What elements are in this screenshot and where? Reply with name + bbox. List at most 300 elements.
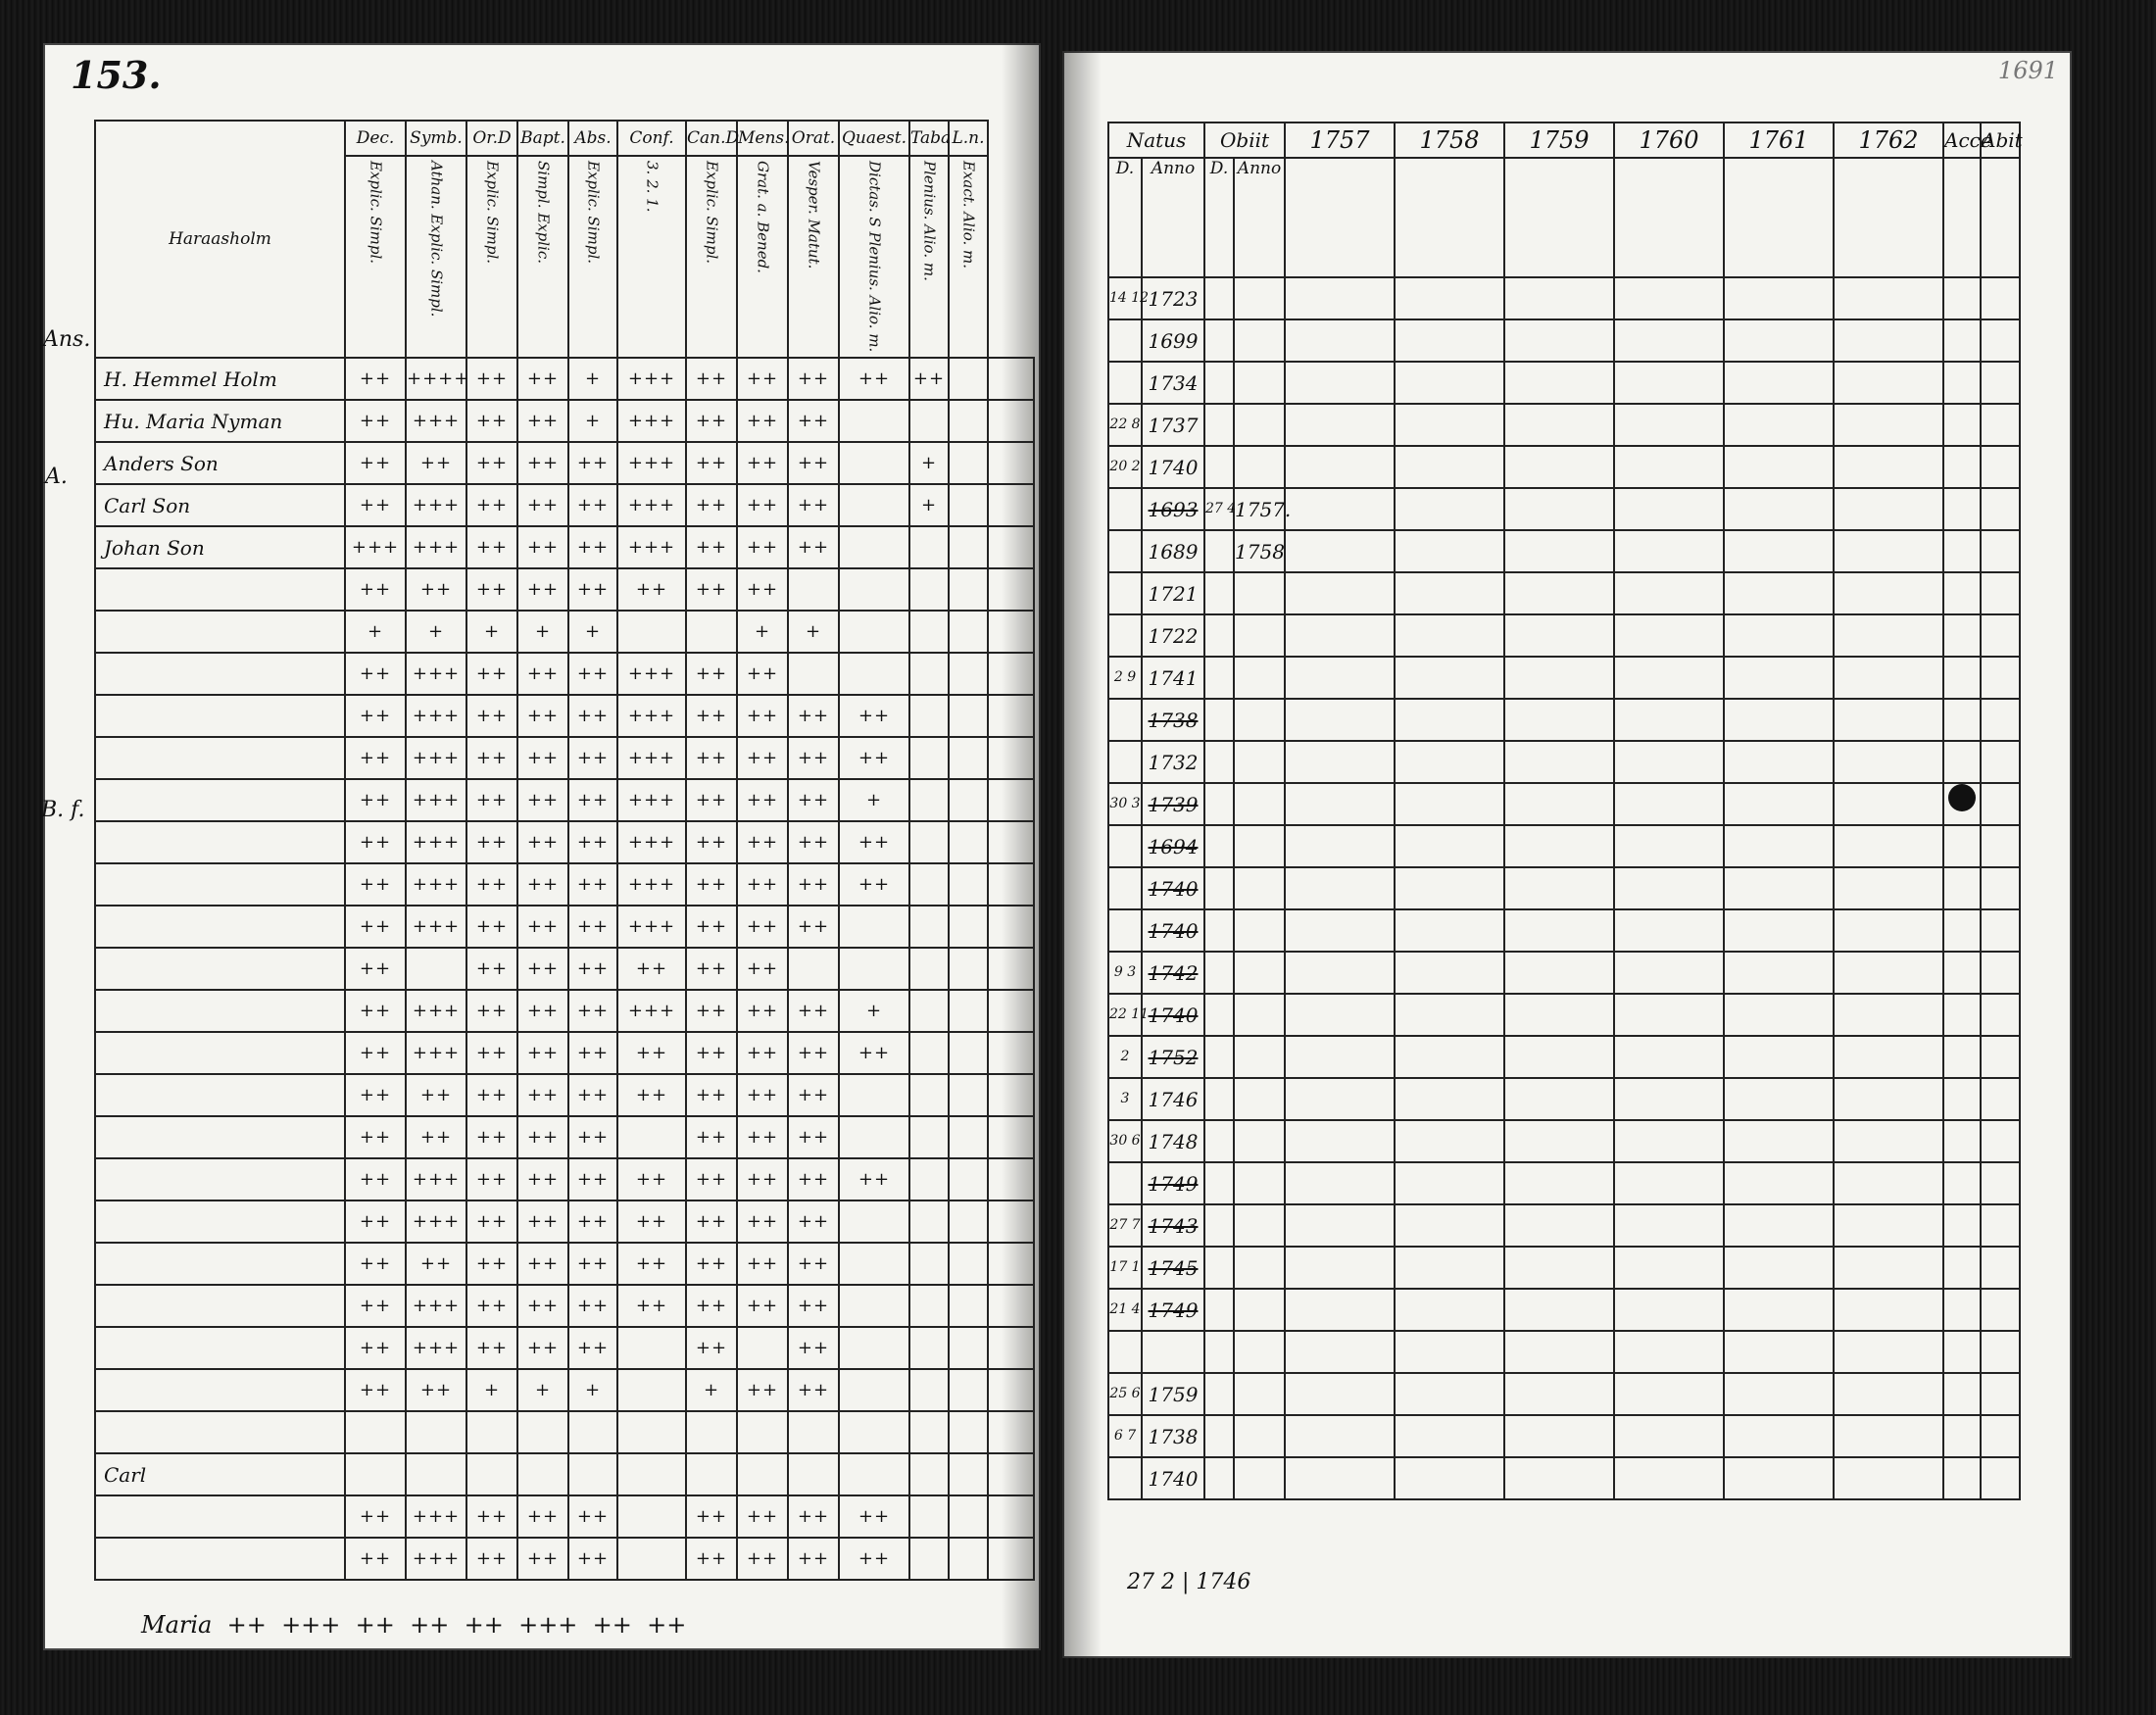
column-header: 1757 [1285,122,1395,158]
column-subheader [1504,158,1614,277]
column-subheader-label: Plenius. Alio. m. [920,161,939,281]
year-cell [1981,319,2020,362]
year-cell [1724,741,1834,783]
year-cell [1834,909,1943,952]
knowledge-mark: ++ [568,1538,617,1580]
year-cell [1285,530,1395,572]
year-cell [1504,362,1614,404]
knowledge-mark [988,358,1034,400]
birth-year: 1740 [1142,1457,1204,1499]
death-year [1234,783,1285,825]
person-name [95,653,345,695]
death-year [1234,1373,1285,1415]
knowledge-mark: ++ [839,737,909,779]
knowledge-mark [909,990,949,1032]
year-cell [1834,319,1943,362]
year-cell [1943,1247,1981,1289]
right-page [1062,51,2072,1658]
column-subheader-label: Dictas. S Plenius. Alio. m. [865,161,884,353]
knowledge-mark: ++ [517,1116,568,1158]
year-cell [1285,362,1395,404]
year-cell [1285,1331,1395,1373]
death-year [1234,867,1285,909]
person-name [95,695,345,737]
year-cell [1395,614,1504,657]
death-year [1234,994,1285,1036]
knowledge-mark: ++ [345,1074,406,1116]
column-subheader: D. [1204,158,1234,277]
knowledge-mark: ++ [466,358,517,400]
knowledge-mark [949,948,988,990]
death-day [1204,825,1234,867]
column-header: Acce [1943,122,1981,158]
knowledge-mark [949,484,988,526]
year-cell [1614,1247,1724,1289]
knowledge-mark [839,1327,909,1369]
knowledge-mark: ++ [406,442,466,484]
year-cell [1395,1078,1504,1120]
year-cell [1943,1162,1981,1204]
year-cell [1834,994,1943,1036]
table-row [95,653,1034,695]
table-row [1108,825,2020,867]
knowledge-mark [988,948,1034,990]
person-name [95,948,345,990]
knowledge-mark: ++ [517,948,568,990]
year-cell [1395,909,1504,952]
knowledge-mark: +++ [406,1327,466,1369]
knowledge-mark [909,821,949,863]
knowledge-mark: ++ [466,1074,517,1116]
year-cell [1834,1078,1943,1120]
knowledge-mark: ++ [788,1032,839,1074]
year-cell [1981,1373,2020,1415]
death-day [1204,1204,1234,1247]
year-cell [1614,909,1724,952]
knowledge-mark [988,779,1034,821]
year-cell [1395,1036,1504,1078]
table-row [95,1453,1034,1495]
year-cell [1724,530,1834,572]
knowledge-mark [617,1495,686,1538]
death-day [1204,994,1234,1036]
birth-year: 1689 [1142,530,1204,572]
column-subheader [788,156,839,358]
knowledge-mark: +++ [406,653,466,695]
knowledge-mark: ++ [737,821,788,863]
person-name [95,1243,345,1285]
year-cell [1834,1036,1943,1078]
column-subheader [345,156,406,358]
death-day [1204,657,1234,699]
knowledge-mark: ++ [839,358,909,400]
year-cell [1981,530,2020,572]
year-cell [1285,867,1395,909]
knowledge-mark: ++ [466,695,517,737]
year-cell [1834,446,1943,488]
death-day [1204,1415,1234,1457]
knowledge-mark: ++ [839,1032,909,1074]
knowledge-mark: ++ [788,863,839,906]
knowledge-mark: ++ [568,695,617,737]
year-cell [1504,1204,1614,1247]
birth-year: 1740 [1142,994,1204,1036]
knowledge-mark [909,1032,949,1074]
year-cell [1943,446,1981,488]
knowledge-mark: ++ [686,1285,737,1327]
year-cell [1834,1162,1943,1204]
knowledge-mark: ++ [466,1538,517,1580]
knowledge-mark: ++ [345,653,406,695]
knowledge-mark [909,1538,949,1580]
table-row [95,358,1034,400]
knowledge-mark [839,1243,909,1285]
birth-year: 1740 [1142,909,1204,952]
year-cell [1395,1120,1504,1162]
knowledge-mark: ++ [686,400,737,442]
birth-year: 1694 [1142,825,1204,867]
table-row [1108,1036,2020,1078]
year-cell [1943,994,1981,1036]
table-row [95,1369,1034,1411]
knowledge-mark: ++ [788,1200,839,1243]
death-day [1204,614,1234,657]
knowledge-mark: ++ [345,779,406,821]
table-row [1108,867,2020,909]
knowledge-mark: +++ [406,695,466,737]
year-cell [1614,952,1724,994]
table-row [1108,1120,2020,1162]
year-cell [1395,825,1504,867]
column-subheader [517,156,568,358]
knowledge-mark [949,568,988,611]
knowledge-mark [949,1538,988,1580]
year-cell [1504,1247,1614,1289]
year-cell [1724,909,1834,952]
table-row [1108,1373,2020,1415]
year-cell [1285,825,1395,867]
year-cell [1724,319,1834,362]
year-cell [1395,1247,1504,1289]
table-row [95,1538,1034,1580]
knowledge-mark: ++ [788,1116,839,1158]
knowledge-mark: ++ [788,779,839,821]
year-cell [1614,446,1724,488]
birth-year: 1723 [1142,277,1204,319]
death-year [1234,362,1285,404]
margin-note: B. f. [41,798,85,822]
knowledge-mark: ++ [517,1538,568,1580]
column-header: 1761 [1724,122,1834,158]
birth-day: 2 9 [1108,657,1142,699]
knowledge-mark [839,568,909,611]
knowledge-mark: ++ [686,442,737,484]
year-cell [1943,1289,1981,1331]
knowledge-mark [949,442,988,484]
knowledge-mark [617,1369,686,1411]
knowledge-mark: ++ [568,821,617,863]
knowledge-mark [988,1074,1034,1116]
birth-year: 1741 [1142,657,1204,699]
knowledge-mark: ++ [345,990,406,1032]
year-cell [1504,488,1614,530]
knowledge-mark [988,1032,1034,1074]
year-cell [1981,1415,2020,1457]
knowledge-mark: ++ [737,779,788,821]
column-subheader-label: Explic. Simpl. [584,161,603,265]
year-cell [1614,1415,1724,1457]
table-row [1108,783,2020,825]
column-header: 1758 [1395,122,1504,158]
knowledge-mark: ++ [466,1243,517,1285]
birth-day: 25 6 [1108,1373,1142,1415]
knowledge-mark: ++ [345,1158,406,1200]
knowledge-mark: ++ [909,358,949,400]
knowledge-mark: +++ [406,990,466,1032]
year-cell [1395,446,1504,488]
year-cell [1285,657,1395,699]
knowledge-mark: + [568,400,617,442]
gutter-shadow [1062,51,1102,1658]
birth-day: 27 7 [1108,1204,1142,1247]
knowledge-mark [617,1411,686,1453]
year-cell [1724,1289,1834,1331]
knowledge-mark: ++ [568,484,617,526]
column-group-header: Mens. [737,121,788,156]
column-subheader [466,156,517,358]
death-year [1234,614,1285,657]
knowledge-mark: + [345,611,406,653]
table-row [1108,1289,2020,1331]
knowledge-mark [909,906,949,948]
knowledge-mark [909,863,949,906]
knowledge-mark: ++ [737,695,788,737]
birth-day [1108,530,1142,572]
death-year [1234,277,1285,319]
knowledge-mark [617,1453,686,1495]
knowledge-mark [839,1285,909,1327]
knowledge-mark [988,484,1034,526]
table-row [1108,952,2020,994]
table-row [1108,994,2020,1036]
knowledge-mark: ++ [568,1074,617,1116]
year-cell [1943,530,1981,572]
birth-day: 22 11 [1108,994,1142,1036]
knowledge-mark [909,1200,949,1243]
knowledge-mark [788,653,839,695]
death-day [1204,783,1234,825]
person-name [95,1369,345,1411]
knowledge-mark: ++ [788,1158,839,1200]
knowledge-mark [949,1200,988,1243]
birth-year: 1737 [1142,404,1204,446]
year-cell [1504,657,1614,699]
knowledge-mark: ++ [466,1285,517,1327]
knowledge-mark [737,1453,788,1495]
knowledge-mark [988,1285,1034,1327]
table-row [95,737,1034,779]
birth-year: 1743 [1142,1204,1204,1247]
knowledge-mark: ++ [737,1116,788,1158]
year-cell [1285,1120,1395,1162]
person-name: Hu. Maria Nyman [95,400,345,442]
year-cell [1981,1457,2020,1499]
knowledge-mark [988,863,1034,906]
knowledge-mark: + [737,611,788,653]
column-group-header: Can.D [686,121,737,156]
column-subheader-label: Explic. Simpl. [703,161,721,265]
knowledge-mark [617,1538,686,1580]
death-day [1204,362,1234,404]
table-row [95,568,1034,611]
year-cell [1395,404,1504,446]
knowledge-mark: ++ [686,358,737,400]
table-row [1108,488,2020,530]
birth-day [1108,488,1142,530]
knowledge-mark [839,526,909,568]
table-row [1108,741,2020,783]
death-year [1234,657,1285,699]
death-year [1234,1289,1285,1331]
knowledge-mark [949,358,988,400]
knowledge-mark: +++ [406,1538,466,1580]
knowledge-mark [949,400,988,442]
birth-year: 1749 [1142,1162,1204,1204]
birth-day [1108,1457,1142,1499]
year-cell [1943,1331,1981,1373]
birth-year: 1738 [1142,699,1204,741]
knowledge-mark: ++ [466,737,517,779]
knowledge-mark: ++ [517,400,568,442]
knowledge-mark: ++ [406,1369,466,1411]
table-row [1108,699,2020,741]
dates-register-table [1107,122,2021,1500]
knowledge-mark [909,1116,949,1158]
knowledge-mark: ++ [517,990,568,1032]
knowledge-mark: ++ [788,358,839,400]
year-cell [1943,1078,1981,1120]
knowledge-mark: +++ [345,526,406,568]
year-cell [1834,1331,1943,1373]
knowledge-mark: ++ [568,526,617,568]
birth-day [1108,867,1142,909]
year-cell [1504,319,1614,362]
knowledge-mark: ++ [466,400,517,442]
death-day [1204,909,1234,952]
knowledge-mark [988,653,1034,695]
knowledge-mark: ++ [617,948,686,990]
birth-day: 30 3 [1108,783,1142,825]
knowledge-mark: ++ [686,1495,737,1538]
year-cell [1504,1036,1614,1078]
year-cell [1395,783,1504,825]
ink-blot [1948,784,1976,811]
knowledge-mark: +++ [406,1495,466,1538]
year-cell [1614,825,1724,867]
knowledge-mark: ++ [737,737,788,779]
birth-day [1108,741,1142,783]
birth-day: 3 [1108,1078,1142,1120]
year-cell [1285,741,1395,783]
knowledge-mark [988,1200,1034,1243]
table-row [1108,572,2020,614]
knowledge-mark [949,1411,988,1453]
knowledge-mark [909,400,949,442]
birth-year: 1759 [1142,1373,1204,1415]
knowledge-mark [909,1411,949,1453]
table-row [95,1243,1034,1285]
knowledge-mark: + [839,990,909,1032]
year-cell [1285,488,1395,530]
table-row [95,863,1034,906]
knowledge-mark: ++ [466,484,517,526]
year-cell [1981,1078,2020,1120]
knowledge-mark: ++ [517,526,568,568]
knowledge-mark: ++ [737,1200,788,1243]
knowledge-mark [988,1538,1034,1580]
knowledge-mark [988,568,1034,611]
year-cell [1614,614,1724,657]
place-name: Haraasholm [95,121,345,358]
knowledge-mark: ++ [517,1074,568,1116]
year-cell [1981,1247,2020,1289]
knowledge-mark: ++ [466,442,517,484]
knowledge-mark [839,1116,909,1158]
knowledge-mark: ++ [788,400,839,442]
column-subheader [1834,158,1943,277]
year-cell [1614,362,1724,404]
year-cell [1834,362,1943,404]
knowledge-mark: ++ [517,484,568,526]
knowledge-mark [909,695,949,737]
knowledge-mark: +++ [406,1158,466,1200]
knowledge-mark: ++ [686,821,737,863]
column-subheader-label: 3. 2. 1. [643,161,662,213]
death-day [1204,277,1234,319]
knowledge-mark: ++ [686,526,737,568]
knowledge-mark: ++ [517,779,568,821]
knowledge-mark: ++ [517,863,568,906]
year-cell [1395,1415,1504,1457]
year-cell [1943,1373,1981,1415]
table-row [1108,277,2020,319]
year-cell [1724,1457,1834,1499]
knowledge-mark: ++ [737,1369,788,1411]
knowledge-mark: ++ [345,1327,406,1369]
year-cell [1943,1457,1981,1499]
year-cell [1395,699,1504,741]
knowledge-mark [909,653,949,695]
knowledge-mark: +++ [617,906,686,948]
knowledge-mark: ++ [466,990,517,1032]
table-row [95,526,1034,568]
year-cell [1614,1036,1724,1078]
person-name: H. Hemmel Holm [95,358,345,400]
knowledge-mark: + [568,1369,617,1411]
knowledge-mark [909,1074,949,1116]
knowledge-mark: ++ [686,1116,737,1158]
birth-year: 1745 [1142,1247,1204,1289]
year-cell [1943,488,1981,530]
year-cell [1504,1457,1614,1499]
column-group-header: Orat. [788,121,839,156]
bottom-entry: Maria ++ +++ ++ ++ ++ +++ ++ ++ [141,1611,687,1639]
column-subheader-label: Simpl. Explic. [534,161,553,265]
knowledge-mark [909,1495,949,1538]
knowledge-mark [949,611,988,653]
year-cell [1395,1331,1504,1373]
column-group-header: Quaest. [839,121,909,156]
